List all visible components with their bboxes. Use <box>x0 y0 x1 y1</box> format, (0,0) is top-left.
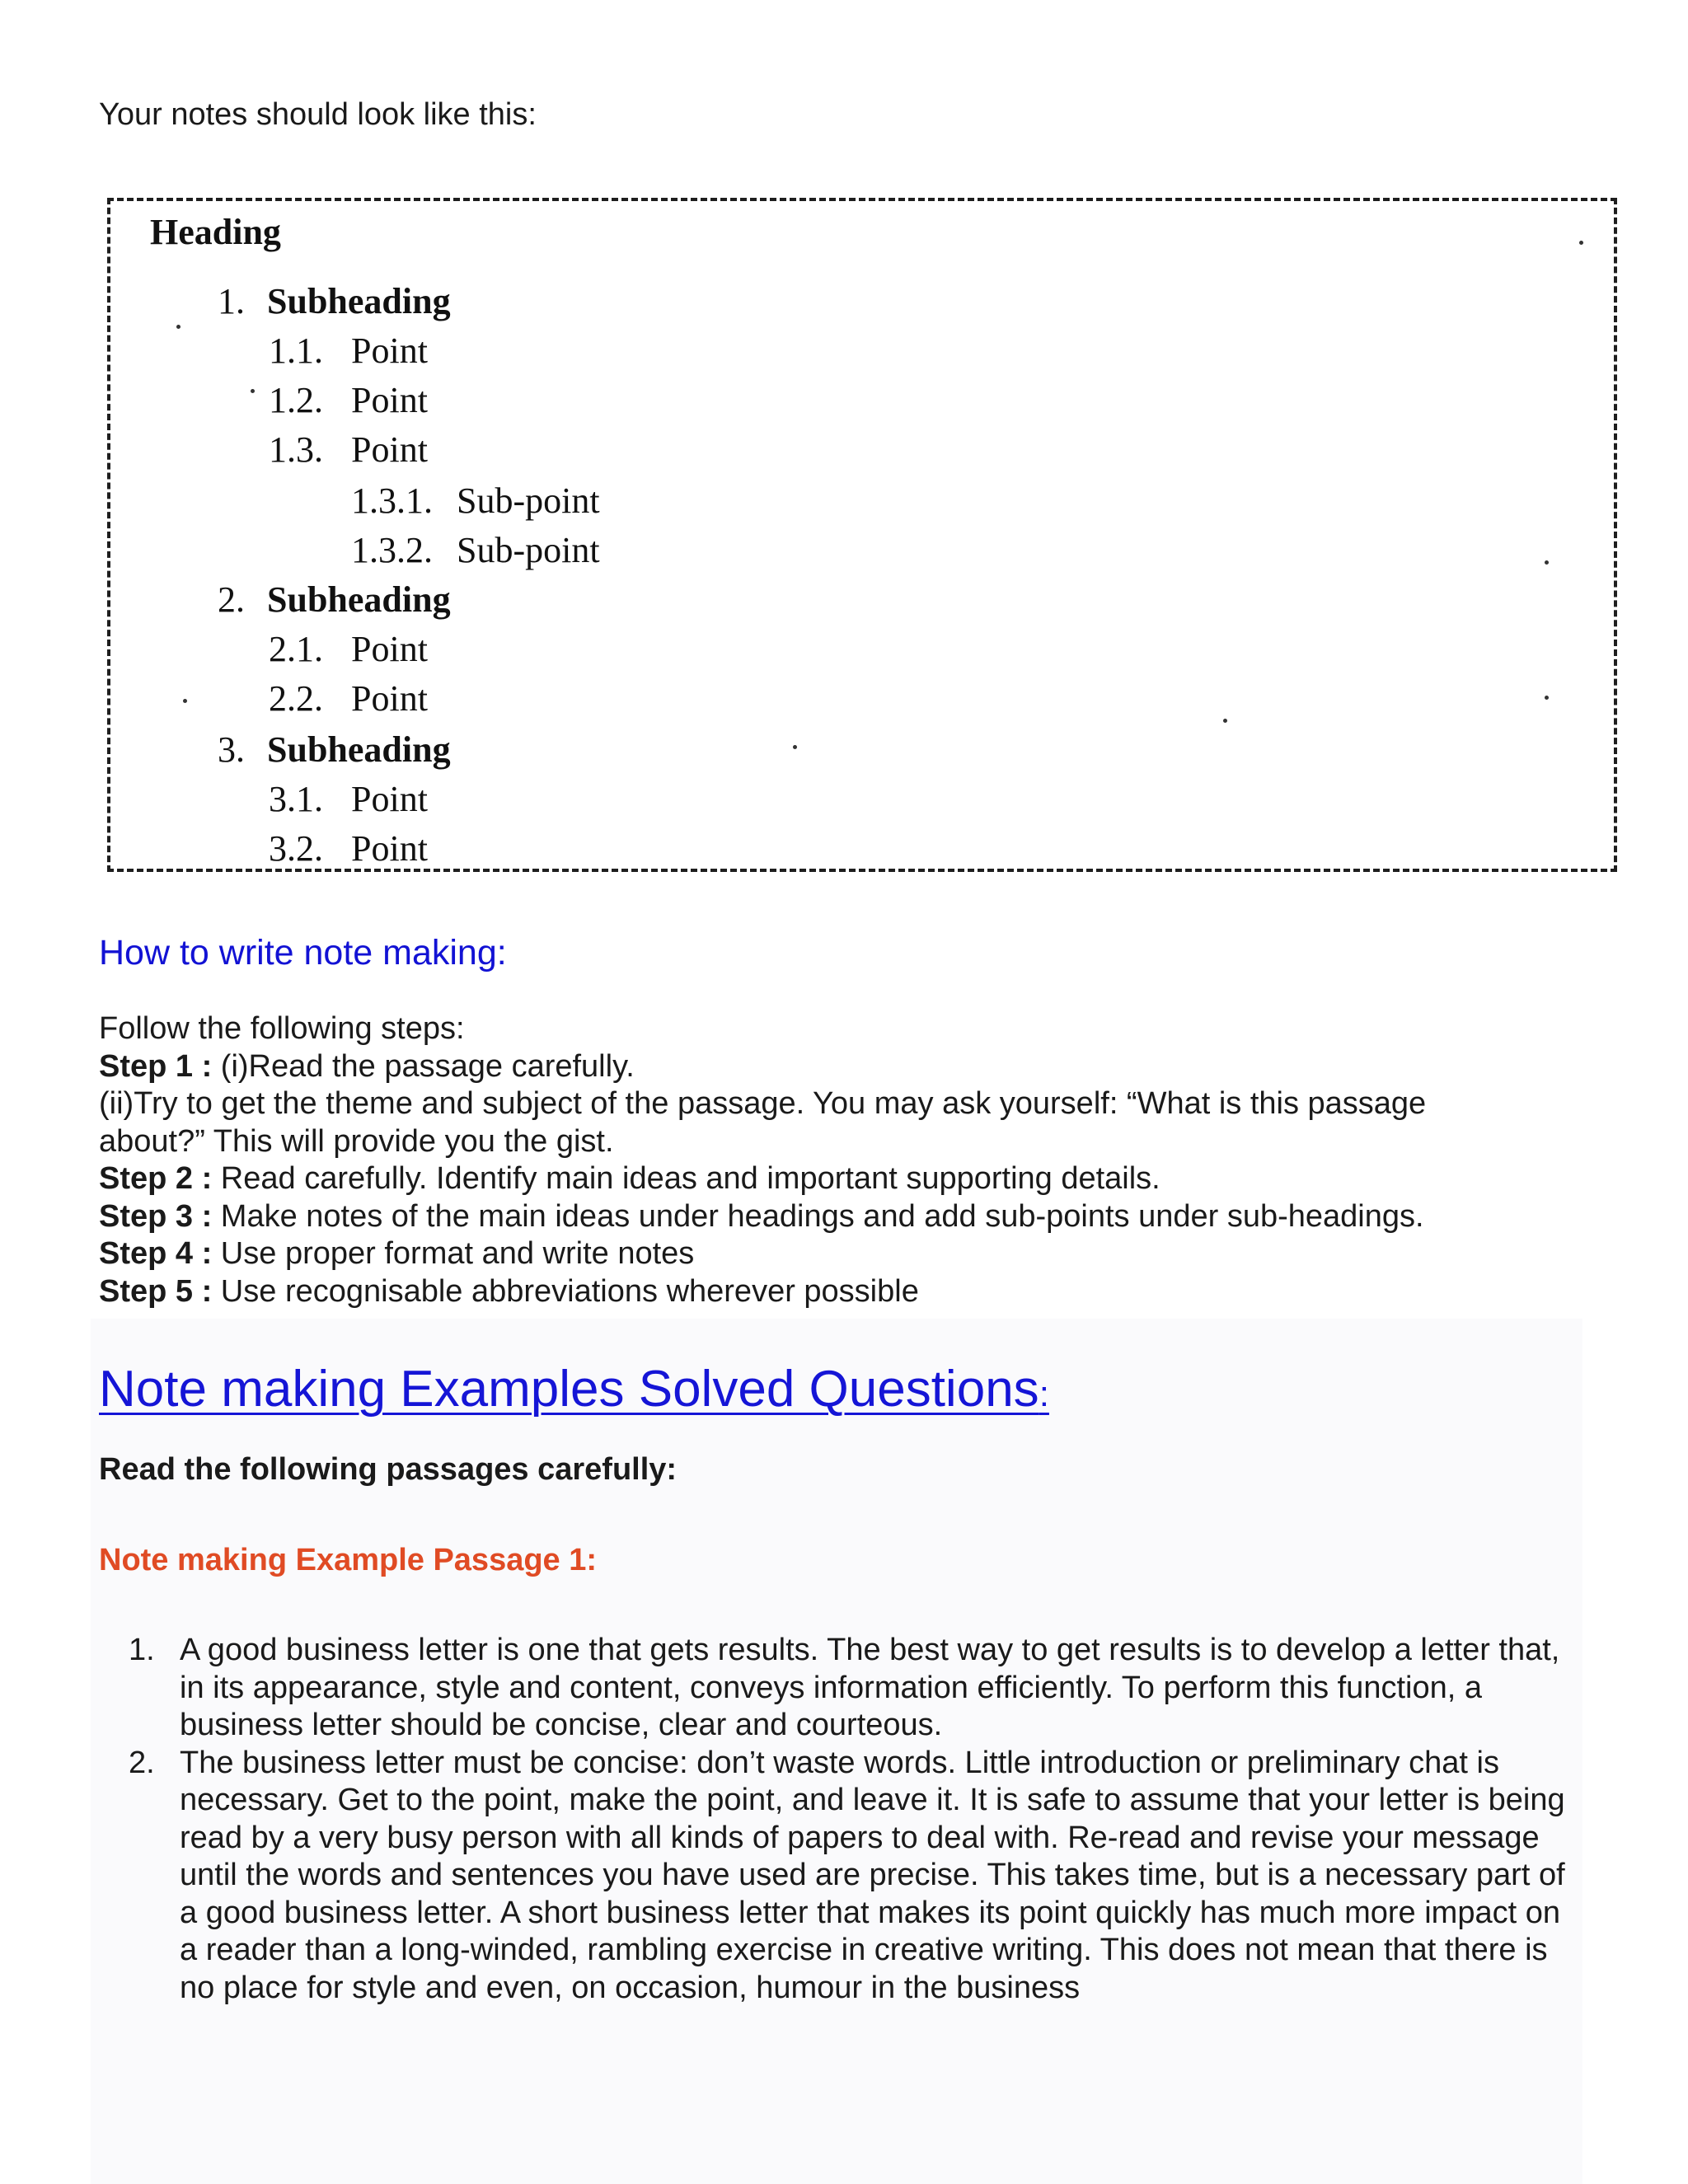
outline-point: 1.3. Point <box>269 429 428 470</box>
step-line: Step 3 : Make notes of the main ideas under headings and add sub-points under sub-headings. <box>99 1198 1424 1234</box>
scan-speck <box>251 389 255 393</box>
outline-point: 3.1. Point <box>269 779 428 819</box>
intro-text: Your notes should look like this: <box>99 97 537 132</box>
outline-subheading: 3. Subheading <box>218 729 451 770</box>
step-line: Step 1 : (i)Read the passage carefully. <box>99 1048 635 1084</box>
steps-section <box>99 1010 1533 1310</box>
outline-point: 1.1. Point <box>269 330 428 371</box>
step-line: Step 2 : Read carefully. Identify main ideas and important supporting details. <box>99 1161 1160 1196</box>
outline-point: 2.2. Point <box>269 678 428 719</box>
notes-format-outline <box>107 198 1617 872</box>
passage-paragraph: 2. The business letter must be concise: don’t waste words. Little introduction or preliminary chat is necessary. Get to the point, make the point, and leave it. It is safe to assume that your letter is being read by a very busy person with all kinds of papers to deal with. Re-read and revise your message until the words and sentences you have used are precise. This takes time, but is a necessary part of a good business letter. A short business letter that makes its point quickly has much more impact on a reader than a long-winded, rambling exercise in creative writing. This does not mean that there is no place for style and even, on occasion, humour in the business <box>129 1745 1565 2005</box>
outline-point: 3.2. Point <box>269 828 428 869</box>
outline-point: 2.1. Point <box>269 629 428 669</box>
step-line: Step 5 : Use recognisable abbreviations wherever possible <box>99 1273 919 1309</box>
scan-speck <box>1545 560 1549 565</box>
outline-sub-point: 1.3.1. Sub-point <box>351 480 600 521</box>
scan-speck <box>793 745 797 749</box>
outline-sub-point: 1.3.2. Sub-point <box>351 530 600 570</box>
outline-heading: Heading <box>150 212 281 252</box>
outline-subheading: 2. Subheading <box>218 579 451 620</box>
scan-speck <box>1545 696 1549 700</box>
scan-speck <box>183 699 187 703</box>
passage-title: Note making Example Passage 1: <box>99 1543 598 1577</box>
step-line: Step 4 : Use proper format and write notes <box>99 1236 695 1271</box>
scan-speck <box>1579 241 1583 245</box>
examples-title-link[interactable]: Note making Examples Solved Questions: <box>99 1361 1049 1418</box>
step-line: (ii)Try to get the theme and subject of the passage. You may ask yourself: “What is this passage about?” This will provide you the gist. <box>99 1086 1427 1159</box>
how-to-heading: How to write note making: <box>99 933 507 972</box>
instruction-text: Read the following passages carefully: <box>99 1452 678 1487</box>
steps-lead: Follow the following steps: <box>99 1011 465 1046</box>
scan-speck <box>1223 719 1227 723</box>
outline-point: 1.2. Point <box>269 380 428 420</box>
passage-paragraph: 1. A good business letter is one that gets results. The best way to get results is to develop a letter that, in its appearance, style and content, conveys information efficiently. To perform this function, a business letter should be concise, clear and courteous. <box>129 1633 1560 1742</box>
outline-subheading: 1. Subheading <box>218 281 451 321</box>
scan-speck <box>176 325 181 329</box>
passage-list <box>129 1632 1579 2007</box>
